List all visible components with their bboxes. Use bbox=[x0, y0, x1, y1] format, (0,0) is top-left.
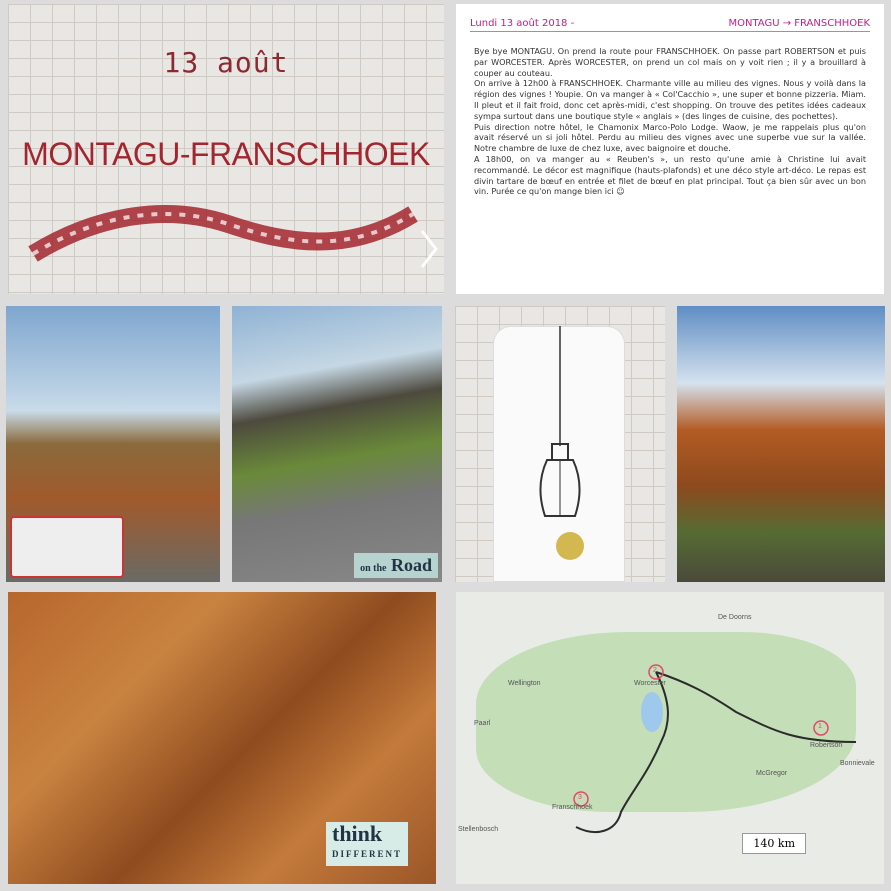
on-the-label: on the bbox=[360, 563, 387, 574]
journal-text bbox=[474, 46, 866, 197]
map-place: Robertson bbox=[810, 742, 843, 749]
map-place: Paarl bbox=[474, 720, 491, 727]
journal-header bbox=[470, 18, 870, 32]
map-place: Wellington bbox=[508, 680, 541, 687]
light-bulb-icon bbox=[525, 326, 595, 566]
different-label: DIFFERENT bbox=[332, 849, 403, 859]
map-place: McGregor bbox=[756, 770, 788, 777]
map-place: Bonnievale bbox=[840, 760, 875, 767]
photo-winding-road bbox=[232, 306, 442, 582]
photo-cliff-aloes bbox=[8, 592, 436, 884]
map-place: Worcester bbox=[634, 680, 666, 687]
on-the-road-stamp bbox=[354, 553, 438, 578]
map-place: Franschhoek bbox=[552, 804, 593, 811]
map-marker: 2 bbox=[653, 667, 657, 674]
journal-paragraph: Puis direction notre hôtel, le Chamonix Marco-Polo Lodge. Waow, je me rappelais plus qu'on avait réservé un si joli hôtel. Perdu au milieu des vignes avec une superbe vue sur la vallée. Notre chambre de luxe de chez luxe, avec baignoire et douche. bbox=[474, 121, 866, 154]
map-marker: 1 bbox=[818, 723, 822, 730]
road-label: Road bbox=[390, 555, 432, 575]
journal-paragraph: Bye bye MONTAGU. On prend la route pour FRANSCHHOEK. On passe part ROBERTSON et puis par WORCESTER. Après WORCESTER, on prend un col mais on y voit rien ; il y a brouillard à couper au couteau. bbox=[474, 46, 866, 78]
film-strip-ribbon bbox=[28, 194, 418, 274]
journal-paragraph: A 18h00, on va manger au « Reuben's », un resto qu'une amie à Christine lui avait recommandé. Le décor est magnifique (hauts-plafonds) et une déco style art-déco. Le repas est divin tartare de bœuf en entrée et filet de bœuf en plat principal. Tout ça bien sûr avec un bon vin. Purée ce qu'on mange bien ici ☺ bbox=[474, 153, 866, 197]
title-date: 13 août bbox=[163, 46, 289, 79]
map-marker: 3 bbox=[578, 794, 582, 801]
distance-tag bbox=[742, 833, 806, 854]
photo-rock-outcrop bbox=[677, 306, 885, 582]
van-shape bbox=[10, 516, 124, 578]
lamp-card bbox=[455, 306, 665, 582]
journal-date: Lundi 13 août 2018 - bbox=[470, 18, 575, 29]
title-card bbox=[8, 4, 444, 294]
route-map bbox=[456, 592, 884, 884]
arrow-icon bbox=[420, 229, 440, 269]
map-place: Stellenbosch bbox=[458, 826, 499, 833]
route-path bbox=[456, 592, 884, 884]
journal-paragraph: On arrive à 12h00 à FRANSCHHOEK. Charmante ville au milieu des vignes. Nous y voilà dans la région des vignes ! Youpie. On va manger à « Col'Cacchio », une super et bonne pizzeria. Miam. Il pleut et il fait froid, donc cet après-midi, c'est shopping. On trouve des petites idées cadeaux sympa surtout dans une boutique style « anglais » (des linges de cuisine, des pochettes). bbox=[474, 78, 866, 121]
title-route: MONTAGU-FRANSCHHOEK bbox=[22, 136, 430, 172]
think-different-stamp bbox=[326, 822, 408, 866]
photo-mountain-road-vans bbox=[6, 306, 220, 582]
map-place: De Doorns bbox=[718, 614, 752, 621]
think-label: think bbox=[332, 821, 383, 846]
journal-card bbox=[456, 4, 884, 294]
distance-label: 140 km bbox=[753, 837, 795, 850]
journal-route: MONTAGU → FRANSCHHOEK bbox=[728, 18, 870, 29]
